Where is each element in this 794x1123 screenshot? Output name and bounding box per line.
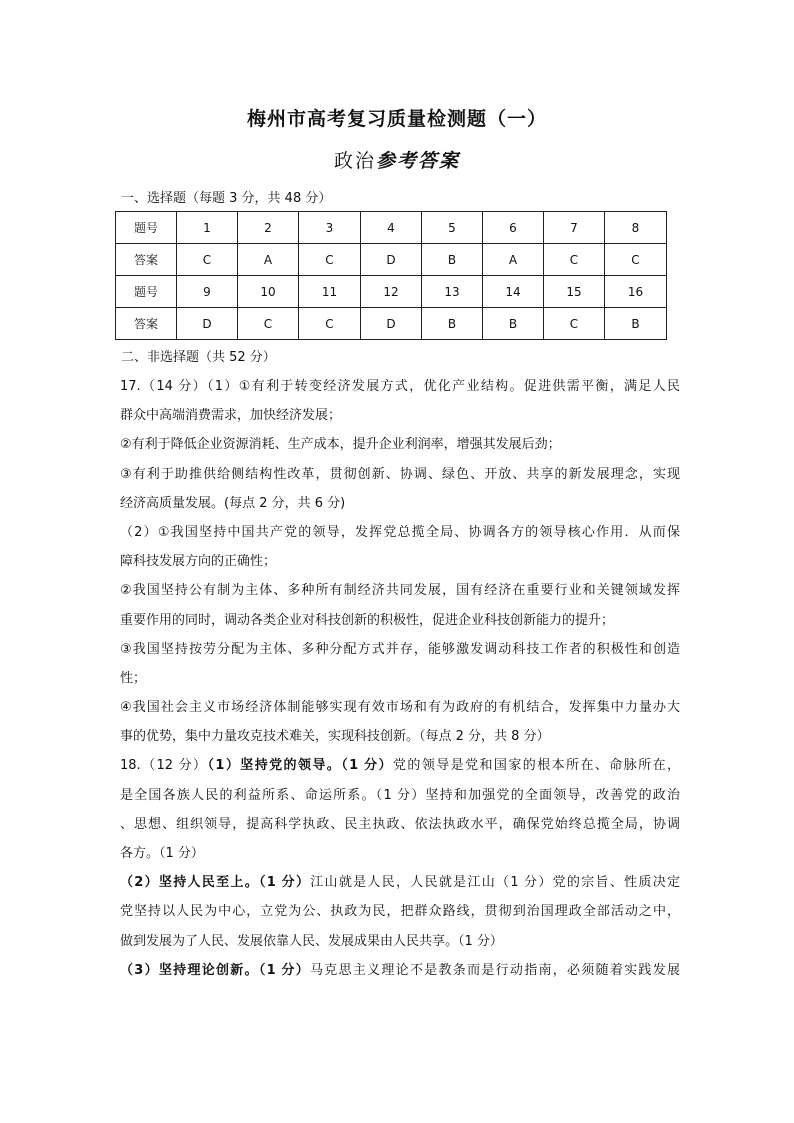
answer-table-cell: D <box>177 308 238 340</box>
answer-table-cell: 1 <box>177 212 238 244</box>
answer-table-row <box>116 212 667 244</box>
answer-table-cell: C <box>544 308 605 340</box>
q18-point-heading: （3）坚持理论创新。（1 分） <box>120 962 311 978</box>
answer-table-row <box>116 276 667 308</box>
answer-line: ③我国坚持按劳分配为主体、多种分配方式并存，能够激发调动科技工作者的积极性和创造 <box>120 641 680 657</box>
answer-line: ④我国社会主义市场经济体制能够实现有效市场和有为政府的有机结合，发挥集中力量办大 <box>120 700 680 716</box>
answer-table-cell: B <box>605 308 667 340</box>
answer-table-cell: B <box>422 244 483 276</box>
q18-line: 各方。（1 分） <box>120 846 204 861</box>
q18-line <box>120 956 680 985</box>
q18-text: 马克思主义理论不是教条而是行动指南，必须随着实践发展 <box>310 962 680 978</box>
answer-line: 性； <box>120 670 147 686</box>
answer-table-cell: 7 <box>544 212 605 244</box>
answer-table-cell: 13 <box>422 276 483 308</box>
answer-table-cell: 11 <box>299 276 361 308</box>
answer-table-cell: 5 <box>422 212 483 244</box>
answer-line: ③有利于助推供给侧结构性改革，贯彻创新、协调、绿色、开放、共享的新发展理念，实现 <box>120 466 680 482</box>
answer-line: 17.（14 分）（1）①有利于转变经济发展方式，优化产业结构。促进供需平衡，满足人民 <box>120 379 680 394</box>
answer-table-cell: 12 <box>361 276 422 308</box>
answer-table-cell: C <box>238 308 299 340</box>
q18-line <box>120 751 680 780</box>
answer-table-cell: C <box>177 244 238 276</box>
answer-table-row-label: 答案 <box>116 244 177 276</box>
document-title: 梅州市高考复习质量检测题（一） <box>246 108 547 130</box>
answer-table-cell: 3 <box>299 212 361 244</box>
answer-table-cell: D <box>361 244 422 276</box>
q18-point-heading: （1）坚持党的领导。（1 分） <box>207 758 393 774</box>
q18-number: 18.（12 分） <box>120 758 208 774</box>
answer-table-row <box>116 308 667 340</box>
answer-table-row-label: 题号 <box>116 212 177 244</box>
answer-line: 事的优势，集中力量攻克技术难关，实现科技创新。（每点 2 分，共 8 分） <box>120 729 550 745</box>
answer-line: （2）①我国坚持中国共产党的领导，发挥党总揽全局、协调各方的领导核心作用．从而保 <box>120 524 680 540</box>
q18-line: 是全国各族人民的利益所系、命运所系。（1 分）坚持和加强党的全面领导，改善党的政治 <box>120 787 680 803</box>
answer-table-row-label: 答案 <box>116 308 177 340</box>
answer-table-cell: C <box>299 244 361 276</box>
answer-table-cell: C <box>544 244 605 276</box>
answer-line: 群众中高端消费需求，加快经济发展； <box>120 408 342 424</box>
answer-table <box>115 211 667 340</box>
answer-table-cell: B <box>422 308 483 340</box>
answer-line: ②我国坚持公有制为主体、多种所有制经济共同发展，国有经济在重要行业和关键领域发挥 <box>120 583 680 599</box>
answer-table-cell: C <box>605 244 667 276</box>
answer-table-cell: C <box>299 308 361 340</box>
q18-text: 党的领导是党和国家的根本所在、命脉所在， <box>392 758 680 774</box>
q18-line: 、思想、组织领导，提高科学执政、民主执政、依法执政水平，确保党始终总揽全局，协调 <box>120 816 680 832</box>
q18-line: 做到发展为了人民、发展依靠人民、发展成果由人民共享。（1 分） <box>120 933 503 949</box>
answer-body <box>120 372 680 985</box>
q18-line <box>120 868 680 897</box>
answer-line: 经济高质量发展。(每点 2 分，共 6 分) <box>120 495 346 511</box>
q18-point-heading: （2）坚持人民至上。（1 分） <box>120 875 311 891</box>
answer-table-row-label: 题号 <box>116 276 177 308</box>
answer-table-cell: 15 <box>544 276 605 308</box>
answer-table-cell: 14 <box>483 276 544 308</box>
answer-line: ②有利于降低企业资源消耗、生产成本，提升企业利润率，增强其发展后劲； <box>120 437 561 453</box>
answer-line: 重要作用的同时，调动各类企业对科技创新的积极性，促进企业科技创新能力的提升； <box>120 612 615 628</box>
section-heading-choice: 一、选择题（每题 3 分，共 48 分） <box>121 191 332 206</box>
answer-table-cell: A <box>483 244 544 276</box>
answer-table-cell: 6 <box>483 212 544 244</box>
answer-table-cell: 8 <box>605 212 667 244</box>
answer-table-cell: 10 <box>238 276 299 308</box>
answer-table-cell: 4 <box>361 212 422 244</box>
answer-table-cell: A <box>238 244 299 276</box>
answer-table-row <box>116 244 667 276</box>
answer-table-cell: B <box>483 308 544 340</box>
answer-line: 障科技发展方向的正确性； <box>120 554 277 570</box>
q18-line: 党坚持以人民为中心，立党为公、执政为民，把群众路线，贯彻到治国理政全部活动之中， <box>120 904 680 920</box>
subtitle-subject: 政治 <box>333 150 376 172</box>
document-subtitle <box>0 146 794 173</box>
subtitle-answer-key: 参考答案 <box>376 150 461 172</box>
answer-table-cell: D <box>361 308 422 340</box>
answer-table-cell: 9 <box>177 276 238 308</box>
section-heading-nonchoice: 二、非选择题（共 52 分） <box>121 350 276 365</box>
q18-text: 江山就是人民，人民就是江山（1 分）党的宗旨、性质决定 <box>310 875 680 891</box>
answer-table-cell: 16 <box>605 276 667 308</box>
answer-table-cell: 2 <box>238 212 299 244</box>
